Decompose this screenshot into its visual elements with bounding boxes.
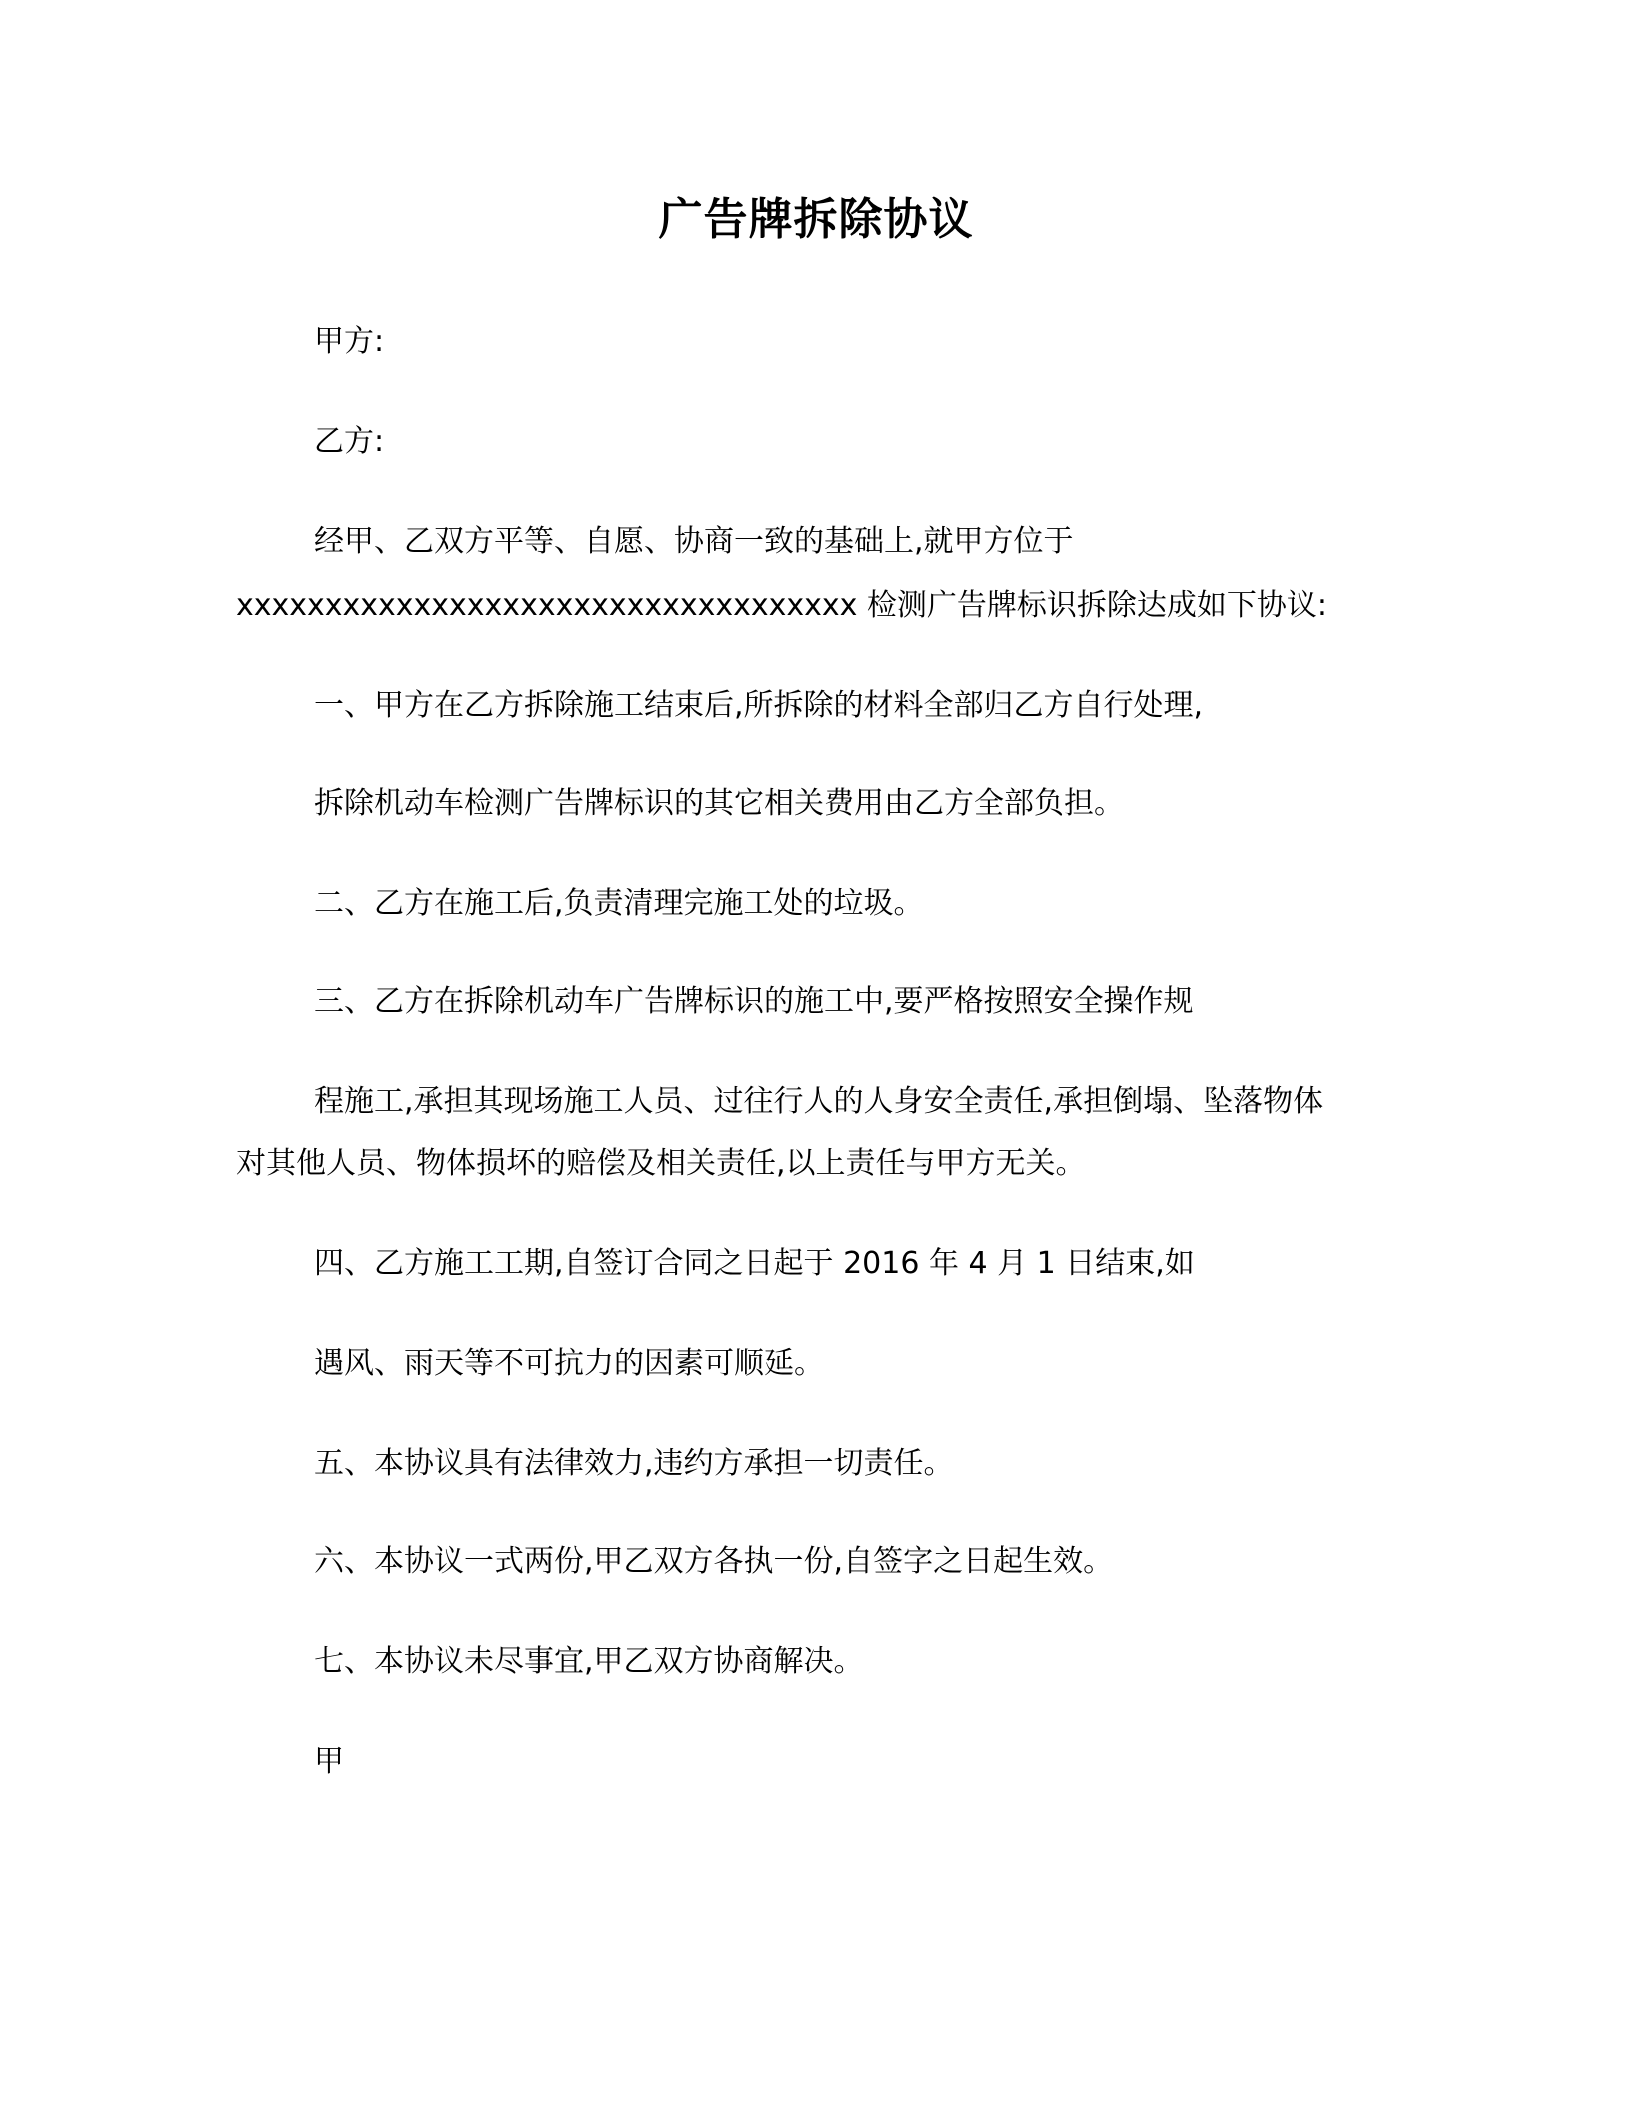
- clause-3-line-2: 程施工,承担其现场施工人员、过往行人的人身安全责任,承担倒塌、坠落物体: [314, 1084, 1324, 1119]
- clause-3-line-3: 对其他人员、物体损坏的赔偿及相关责任,以上责任与甲方无关。: [236, 1146, 1086, 1181]
- clause-1-line-1: 一、甲方在乙方拆除施工结束后,所拆除的材料全部归乙方自行处理,: [314, 688, 1204, 723]
- document-title: 广告牌拆除协议: [658, 194, 974, 245]
- clause-1-line-2: 拆除机动车检测广告牌标识的其它相关费用由乙方全部负担。: [314, 786, 1124, 821]
- intro-line-2: xxxxxxxxxxxxxxxxxxxxxxxxxxxxxxxxxxx 检测广告牌标识拆除达成如下协议:: [236, 588, 1328, 623]
- clause-7: 七、本协议未尽事宜,甲乙双方协商解决。: [314, 1644, 864, 1679]
- clause-5: 五、本协议具有法律效力,违约方承担一切责任。: [314, 1446, 954, 1481]
- intro-line-1: 经甲、乙双方平等、自愿、协商一致的基础上,就甲方位于: [314, 524, 1074, 559]
- clause-6: 六、本协议一式两份,甲乙双方各执一份,自签字之日起生效。: [314, 1544, 1114, 1579]
- clause-4-line-2: 遇风、雨天等不可抗力的因素可顺延。: [314, 1346, 824, 1381]
- clause-2: 二、乙方在施工后,负责清理完施工处的垃圾。: [314, 886, 924, 921]
- signature-party-a: 甲: [314, 1744, 344, 1779]
- party-b-label: 乙方:: [314, 424, 385, 459]
- clause-4-line-1: 四、乙方施工工期,自签订合同之日起于 2016 年 4 月 1 日结束,如: [314, 1246, 1195, 1281]
- party-a-label: 甲方:: [314, 324, 385, 359]
- clause-3-line-1: 三、乙方在拆除机动车广告牌标识的施工中,要严格按照安全操作规: [314, 984, 1194, 1019]
